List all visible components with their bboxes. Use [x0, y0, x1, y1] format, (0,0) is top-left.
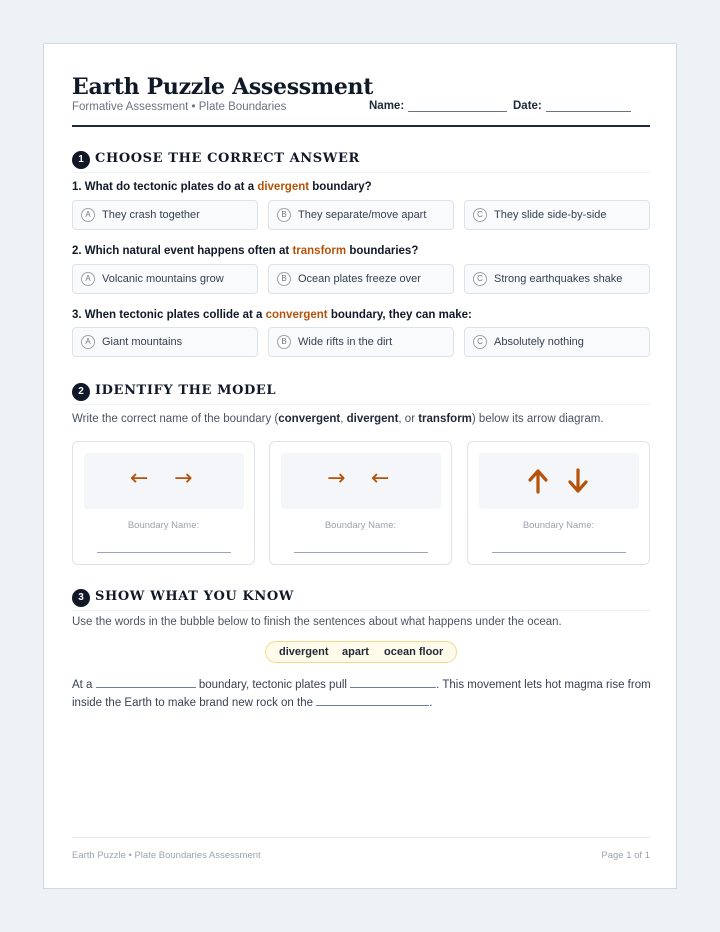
- option-text: Giant mountains: [102, 336, 183, 348]
- option-letter: B: [277, 208, 291, 222]
- blank-1[interactable]: [96, 676, 196, 688]
- q2-option-c[interactable]: [464, 264, 650, 294]
- blank-3[interactable]: [316, 694, 429, 706]
- section-title: IDENTIFY THE MODEL: [95, 383, 277, 398]
- boundary-name-label: Boundary Name:: [324, 520, 397, 531]
- keyword: convergent: [265, 309, 328, 321]
- left-arrow-icon: ←: [130, 466, 149, 491]
- section-number: 3: [72, 589, 90, 607]
- name-label: Name:: [369, 100, 405, 112]
- q2-option-a[interactable]: [72, 264, 258, 294]
- blank-2[interactable]: [350, 676, 436, 688]
- option-letter: C: [473, 208, 487, 222]
- model-card-3: [467, 441, 650, 565]
- page-number: Page 1 of 1: [601, 850, 650, 861]
- option-text: Absolutely nothing: [494, 336, 584, 348]
- name-line[interactable]: [408, 99, 507, 112]
- section-3-heading: [72, 585, 650, 611]
- date-line[interactable]: [546, 99, 631, 112]
- left-arrow-icon: ←: [371, 466, 390, 491]
- boundary-name-line[interactable]: [492, 552, 626, 553]
- arrow-diagram: [281, 453, 441, 509]
- name-field[interactable]: [369, 99, 507, 112]
- section-title: CHOOSE THE CORRECT ANSWER: [95, 151, 360, 166]
- section-number: 2: [72, 383, 90, 401]
- worksheet-page: [43, 43, 677, 889]
- q3-option-a[interactable]: [72, 327, 258, 357]
- right-arrow-icon: →: [327, 466, 346, 491]
- down-arrow-icon: [567, 468, 589, 494]
- arrow-diagram: [479, 453, 639, 509]
- q3-option-b[interactable]: [268, 327, 454, 357]
- word-bank-item: divergent: [279, 646, 329, 658]
- q2-option-b[interactable]: [268, 264, 454, 294]
- option-text: They slide side-by-side: [494, 209, 607, 221]
- option-letter: A: [81, 208, 95, 222]
- model-card-1: [72, 441, 255, 565]
- right-arrow-icon: →: [174, 466, 193, 491]
- fill-in-sentence-2: inside the Earth to make brand new rock on the .: [72, 694, 432, 712]
- option-letter: A: [81, 335, 95, 349]
- section-3-instruction: Use the words in the bubble below to finish the sentences about what happens under the ocean.: [72, 616, 562, 628]
- option-letter: C: [473, 335, 487, 349]
- option-text: Ocean plates freeze over: [298, 273, 421, 285]
- word-bank-item: ocean floor: [384, 646, 444, 658]
- option-text: Wide rifts in the dirt: [298, 336, 393, 348]
- section-1-heading: [72, 147, 650, 173]
- option-text: Volcanic mountains grow: [102, 273, 224, 285]
- option-letter: B: [277, 335, 291, 349]
- question-3: 3. When tectonic plates collide at a convergent boundary, they can make:: [72, 309, 472, 321]
- word-bank-item: apart: [342, 646, 369, 658]
- q1-option-c[interactable]: [464, 200, 650, 230]
- date-field[interactable]: [513, 99, 631, 112]
- date-label: Date:: [513, 100, 542, 112]
- question-2: 2. Which natural event happens often at transform boundaries?: [72, 245, 419, 257]
- page-footer: [72, 837, 650, 861]
- word-bank: [265, 641, 457, 663]
- page-title: Earth Puzzle Assessment: [72, 74, 374, 100]
- boundary-name-line[interactable]: [294, 552, 428, 553]
- arrow-diagram: [84, 453, 244, 509]
- section-title: SHOW WHAT YOU KNOW: [95, 589, 294, 604]
- keyword: transform: [292, 245, 347, 257]
- page-subtitle: Formative Assessment • Plate Boundaries: [72, 101, 287, 113]
- up-arrow-icon: [527, 468, 549, 494]
- option-letter: B: [277, 272, 291, 286]
- option-letter: C: [473, 272, 487, 286]
- footer-title: Earth Puzzle • Plate Boundaries Assessment: [72, 850, 261, 861]
- q1-option-b[interactable]: [268, 200, 454, 230]
- q3-option-c[interactable]: [464, 327, 650, 357]
- boundary-name-label: Boundary Name:: [522, 520, 595, 531]
- boundary-name-label: Boundary Name:: [127, 520, 200, 531]
- option-text: Strong earthquakes shake: [494, 273, 623, 285]
- boundary-name-line[interactable]: [97, 552, 231, 553]
- section-number: 1: [72, 151, 90, 169]
- question-1: 1. What do tectonic plates do at a divergent boundary?: [72, 181, 372, 193]
- fill-in-sentence-1: At a boundary, tectonic plates pull . This movement lets hot magma rise from: [72, 676, 651, 694]
- section-2-instruction: Write the correct name of the boundary (convergent, divergent, or transform) below its arrow diagram.: [72, 413, 604, 425]
- section-2-heading: [72, 379, 650, 405]
- worksheet-header: [72, 74, 650, 127]
- keyword: divergent: [257, 181, 310, 193]
- option-letter: A: [81, 272, 95, 286]
- option-text: They separate/move apart: [298, 209, 427, 221]
- option-text: They crash together: [102, 209, 200, 221]
- model-card-2: [269, 441, 452, 565]
- q1-option-a[interactable]: [72, 200, 258, 230]
